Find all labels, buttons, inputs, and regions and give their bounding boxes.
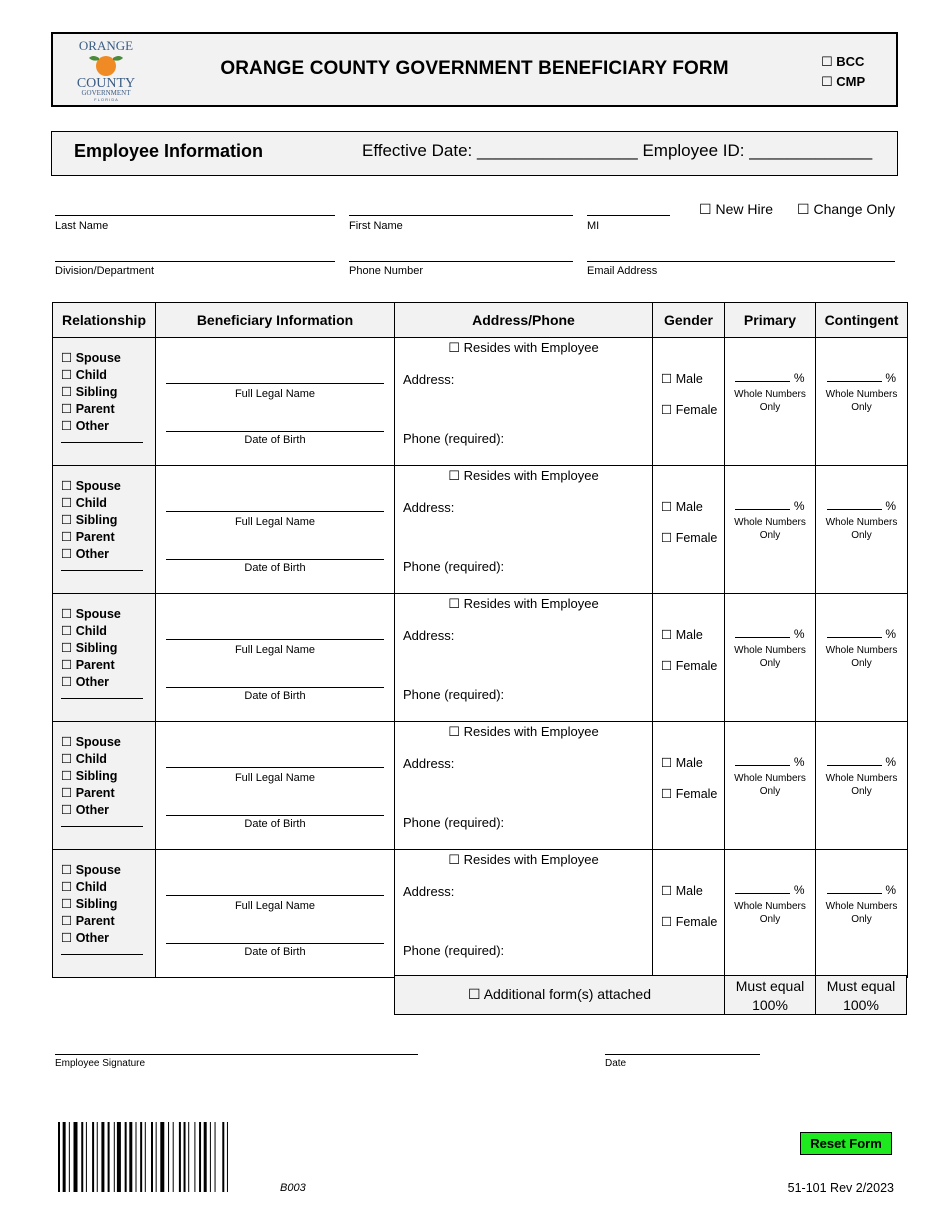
other-checkbox[interactable]: ☐ Other (61, 931, 110, 945)
gender-cell (653, 594, 725, 722)
date-of-birth-field[interactable] (166, 800, 384, 816)
whole-numbers-note: Whole Numbers Only (825, 645, 898, 669)
percent-sign: % (793, 627, 805, 641)
female-checkbox[interactable]: ☐ Female (661, 787, 718, 801)
child-checkbox[interactable]: ☐ Child (61, 624, 107, 638)
barcode-bar (179, 1122, 181, 1192)
form-title: ORANGE COUNTY GOVERNMENT BENEFICIARY FORM (220, 58, 729, 79)
gender-cell (653, 466, 725, 594)
gender-cell (653, 722, 725, 850)
employee-info-title: Employee Information (74, 141, 264, 161)
employee-signature-field[interactable] (55, 1035, 418, 1055)
child-checkbox[interactable]: ☐ Child (61, 496, 107, 510)
whole-numbers-note: Whole Numbers Only (825, 517, 898, 541)
full-legal-name-label: Full Legal Name (234, 900, 316, 912)
svg-text:GOVERNMENT: GOVERNMENT (81, 89, 131, 97)
full-legal-name-field[interactable] (166, 496, 384, 512)
table-row (53, 466, 908, 594)
phone-required-label: Phone (required): (403, 943, 505, 958)
effective-date-field[interactable]: _________________ (476, 141, 638, 160)
other-relationship-field[interactable] (61, 691, 143, 699)
full-legal-name-field[interactable] (166, 624, 384, 640)
barcode-bar (125, 1122, 127, 1192)
other-checkbox[interactable]: ☐ Other (61, 803, 110, 817)
table-header-row (53, 303, 908, 338)
employee-signature-label: Employee Signature (55, 1058, 146, 1069)
percent-sign: % (885, 883, 896, 897)
address-phone-cell (395, 338, 653, 466)
sibling-checkbox[interactable]: ☐ Sibling (61, 513, 118, 527)
barcode-bar (74, 1122, 78, 1192)
parent-checkbox[interactable]: ☐ Parent (61, 658, 115, 672)
date-label: Date (605, 1058, 627, 1069)
new-hire-checkbox[interactable]: ☐ New Hire (699, 201, 774, 217)
barcode-label: B003 (280, 1182, 306, 1194)
relationship-cell (53, 722, 156, 850)
barcode-bar (188, 1122, 189, 1192)
relationship-cell (53, 338, 156, 466)
whole-numbers-note: Whole Numbers Only (734, 901, 806, 925)
barcode-bar (204, 1122, 207, 1192)
barcode-bar (136, 1122, 137, 1192)
barcode-bar (140, 1122, 142, 1192)
full-legal-name-label: Full Legal Name (234, 516, 316, 528)
contingent-percent-field[interactable] (827, 628, 882, 638)
primary-percent-field[interactable] (735, 372, 790, 382)
spouse-checkbox[interactable]: ☐ Spouse (61, 735, 121, 749)
contingent-cell (816, 466, 908, 594)
change-only-checkbox[interactable]: ☐ Change Only (797, 201, 896, 217)
percent-sign: % (793, 883, 805, 897)
last-name-label: Last Name (55, 220, 109, 232)
full-legal-name-field[interactable] (166, 880, 384, 896)
parent-checkbox[interactable]: ☐ Parent (61, 914, 115, 928)
whole-numbers-note: Whole Numbers Only (825, 773, 898, 797)
barcode-bar (210, 1122, 211, 1192)
whole-numbers-note: Whole Numbers Only (734, 773, 806, 797)
beneficiary-info-cell (156, 466, 395, 594)
relationship-cell (53, 850, 156, 978)
percent-sign: % (793, 499, 805, 513)
barcode-bar (86, 1122, 87, 1192)
first-name-field[interactable] (349, 196, 573, 216)
contingent-cell (816, 338, 908, 466)
contingent-cell (816, 850, 908, 978)
male-checkbox[interactable]: ☐ Male (661, 756, 703, 770)
parent-checkbox[interactable]: ☐ Parent (61, 402, 115, 416)
phone-label: Phone Number (349, 265, 423, 277)
contingent-cell (816, 594, 908, 722)
spouse-checkbox[interactable]: ☐ Spouse (61, 479, 121, 493)
sibling-checkbox[interactable]: ☐ Sibling (61, 385, 118, 399)
full-legal-name-field[interactable] (166, 752, 384, 768)
percent-sign: % (885, 627, 896, 641)
barcode-bar (69, 1122, 70, 1192)
first-name-label: First Name (349, 220, 403, 232)
primary-cell (725, 338, 816, 466)
other-relationship-field[interactable] (61, 947, 143, 955)
sibling-checkbox[interactable]: ☐ Sibling (61, 897, 118, 911)
whole-numbers-note: Whole Numbers Only (734, 517, 806, 541)
resides-with-employee-checkbox[interactable]: ☐ Resides with Employee (448, 340, 599, 355)
header-checkboxes (821, 52, 865, 92)
barcode-bar (58, 1122, 60, 1192)
header-contingent: Contingent (816, 303, 908, 338)
mi-field[interactable] (587, 196, 670, 216)
svg-text:COUNTY: COUNTY (77, 76, 135, 91)
address-label: Address: (403, 628, 455, 643)
phone-required-label: Phone (required): (403, 687, 505, 702)
barcode-bar (97, 1122, 98, 1192)
address-label: Address: (403, 884, 455, 899)
resides-with-employee-checkbox[interactable]: ☐ Resides with Employee (448, 468, 599, 483)
percent-sign: % (885, 371, 896, 385)
whole-numbers-note: Whole Numbers Only (825, 389, 898, 413)
employee-info-fields: Effective Date: _________________ Employee ID: _____________ (362, 141, 873, 160)
barcode-bar (227, 1122, 228, 1192)
full-legal-name-field[interactable] (166, 368, 384, 384)
date-of-birth-label: Date of Birth (244, 434, 306, 446)
primary-cell (725, 850, 816, 978)
other-relationship-field[interactable] (61, 819, 143, 827)
employee-id-field[interactable]: _____________ (749, 141, 873, 160)
date-of-birth-field[interactable] (166, 672, 384, 688)
table-row (53, 594, 908, 722)
other-checkbox[interactable]: ☐ Other (61, 419, 110, 433)
additional-forms-checkbox[interactable]: ☐ Additional form(s) attached (468, 986, 651, 1002)
form-header (51, 32, 898, 107)
spouse-checkbox[interactable]: ☐ Spouse (61, 863, 121, 877)
table-row (53, 338, 908, 466)
other-checkbox[interactable]: ☐ Other (61, 547, 110, 561)
female-checkbox[interactable]: ☐ Female (661, 403, 718, 417)
division-label: Division/Department (55, 265, 155, 277)
barcode-bar (199, 1122, 201, 1192)
resides-with-employee-checkbox[interactable]: ☐ Resides with Employee (448, 596, 599, 611)
header-beneficiary-info: Beneficiary Information (156, 303, 395, 338)
email-field[interactable] (587, 242, 895, 262)
barcode-bar (114, 1122, 115, 1192)
female-checkbox[interactable]: ☐ Female (661, 531, 718, 545)
contingent-percent-field[interactable] (827, 756, 882, 766)
table-row (53, 722, 908, 850)
male-checkbox[interactable]: ☐ Male (661, 628, 703, 642)
division-field[interactable] (55, 242, 335, 262)
percent-sign: % (885, 499, 896, 513)
reset-form-button[interactable]: Reset Form (800, 1132, 892, 1155)
other-relationship-field[interactable] (61, 563, 143, 571)
svg-text:ORANGE: ORANGE (78, 38, 134, 53)
barcode (58, 1122, 272, 1192)
male-checkbox[interactable]: ☐ Male (661, 372, 703, 386)
barcode-bar (63, 1122, 66, 1192)
address-phone-cell (395, 466, 653, 594)
barcode-bar (160, 1122, 164, 1192)
parent-checkbox[interactable]: ☐ Parent (61, 786, 115, 800)
beneficiary-info-cell (156, 594, 395, 722)
phone-required-label: Phone (required): (403, 559, 505, 574)
primary-must-equal: Must equal 100% (735, 978, 805, 1013)
male-checkbox[interactable]: ☐ Male (661, 500, 703, 514)
barcode-bar (108, 1122, 110, 1192)
date-of-birth-label: Date of Birth (244, 946, 306, 958)
barcode-bar (117, 1122, 121, 1192)
barcode-bar (81, 1122, 83, 1192)
spouse-checkbox[interactable]: ☐ Spouse (61, 351, 121, 365)
date-of-birth-field[interactable] (166, 928, 384, 944)
date-of-birth-field[interactable] (166, 544, 384, 560)
barcode-bar (101, 1122, 104, 1192)
other-relationship-field[interactable] (61, 435, 143, 443)
barcode-bar (129, 1122, 132, 1192)
child-checkbox[interactable]: ☐ Child (61, 368, 107, 382)
barcode-bar (168, 1122, 169, 1192)
svg-text:F L O R I D A: F L O R I D A (94, 97, 118, 102)
resides-with-employee-checkbox[interactable]: ☐ Resides with Employee (448, 724, 599, 739)
contingent-cell (816, 722, 908, 850)
date-of-birth-label: Date of Birth (244, 690, 306, 702)
primary-total-cell (724, 975, 816, 1015)
address-label: Address: (403, 500, 455, 515)
employee-info-bar (51, 131, 898, 176)
contingent-percent-field[interactable] (827, 372, 882, 382)
relationship-cell (53, 594, 156, 722)
percent-sign: % (793, 755, 805, 769)
sibling-checkbox[interactable]: ☐ Sibling (61, 769, 118, 783)
header-address-phone: Address/Phone (395, 303, 653, 338)
phone-required-label: Phone (required): (403, 431, 505, 446)
phone-required-label: Phone (required): (403, 815, 505, 830)
barcode-bar (194, 1122, 195, 1192)
date-of-birth-label: Date of Birth (244, 562, 306, 574)
primary-percent-field[interactable] (735, 884, 790, 894)
whole-numbers-note: Whole Numbers Only (734, 389, 806, 413)
contingent-percent-field[interactable] (827, 500, 882, 510)
address-phone-cell (395, 850, 653, 978)
date-of-birth-label: Date of Birth (244, 818, 306, 830)
beneficiary-table (52, 302, 908, 978)
barcode-bar (215, 1122, 216, 1192)
barcode-bar (156, 1122, 157, 1192)
barcode-bar (222, 1122, 224, 1192)
contingent-total-cell (815, 975, 907, 1015)
child-checkbox[interactable]: ☐ Child (61, 880, 107, 894)
parent-checkbox[interactable]: ☐ Parent (61, 530, 115, 544)
full-legal-name-label: Full Legal Name (234, 388, 316, 400)
primary-cell (725, 722, 816, 850)
beneficiary-info-cell (156, 338, 395, 466)
barcode-bar (184, 1122, 186, 1192)
address-label: Address: (403, 372, 455, 387)
additional-forms-cell (394, 975, 725, 1015)
barcode-bar (151, 1122, 153, 1192)
barcode-bar (173, 1122, 174, 1192)
address-phone-cell (395, 594, 653, 722)
percent-sign: % (793, 371, 805, 385)
mi-label: MI (587, 220, 600, 232)
email-label: Email Address (587, 265, 658, 277)
phone-field[interactable] (349, 242, 573, 262)
header-primary: Primary (725, 303, 816, 338)
relationship-cell (53, 466, 156, 594)
primary-percent-field[interactable] (735, 628, 790, 638)
male-checkbox[interactable]: ☐ Male (661, 884, 703, 898)
resides-with-employee-checkbox[interactable]: ☐ Resides with Employee (448, 852, 599, 867)
contingent-percent-field[interactable] (827, 884, 882, 894)
cmp-checkbox[interactable]: ☐ CMP (821, 74, 866, 89)
contingent-must-equal: Must equal 100% (826, 978, 896, 1013)
other-checkbox[interactable]: ☐ Other (61, 675, 110, 689)
gender-cell (653, 850, 725, 978)
date-of-birth-field[interactable] (166, 416, 384, 432)
form-number: 51-101 Rev 2/2023 (787, 1181, 894, 1195)
barcode-bar (92, 1122, 94, 1192)
spouse-checkbox[interactable]: ☐ Spouse (61, 607, 121, 621)
date-field[interactable] (605, 1035, 760, 1055)
address-phone-cell (395, 722, 653, 850)
whole-numbers-note: Whole Numbers Only (734, 645, 806, 669)
percent-sign: % (885, 755, 896, 769)
header-gender: Gender (653, 303, 725, 338)
whole-numbers-note: Whole Numbers Only (825, 901, 898, 925)
beneficiary-info-cell (156, 722, 395, 850)
female-checkbox[interactable]: ☐ Female (661, 659, 718, 673)
table-row (53, 850, 908, 978)
primary-cell (725, 466, 816, 594)
primary-percent-field[interactable] (735, 756, 790, 766)
primary-percent-field[interactable] (735, 500, 790, 510)
sibling-checkbox[interactable]: ☐ Sibling (61, 641, 118, 655)
full-legal-name-label: Full Legal Name (234, 772, 316, 784)
gender-cell (653, 338, 725, 466)
beneficiary-info-cell (156, 850, 395, 978)
primary-cell (725, 594, 816, 722)
child-checkbox[interactable]: ☐ Child (61, 752, 107, 766)
barcode-bar (145, 1122, 146, 1192)
female-checkbox[interactable]: ☐ Female (661, 915, 718, 929)
address-label: Address: (403, 756, 455, 771)
header-relationship: Relationship (53, 303, 156, 338)
bcc-checkbox[interactable]: ☐ BCC (821, 54, 865, 69)
last-name-field[interactable] (55, 196, 335, 216)
full-legal-name-label: Full Legal Name (234, 644, 316, 656)
